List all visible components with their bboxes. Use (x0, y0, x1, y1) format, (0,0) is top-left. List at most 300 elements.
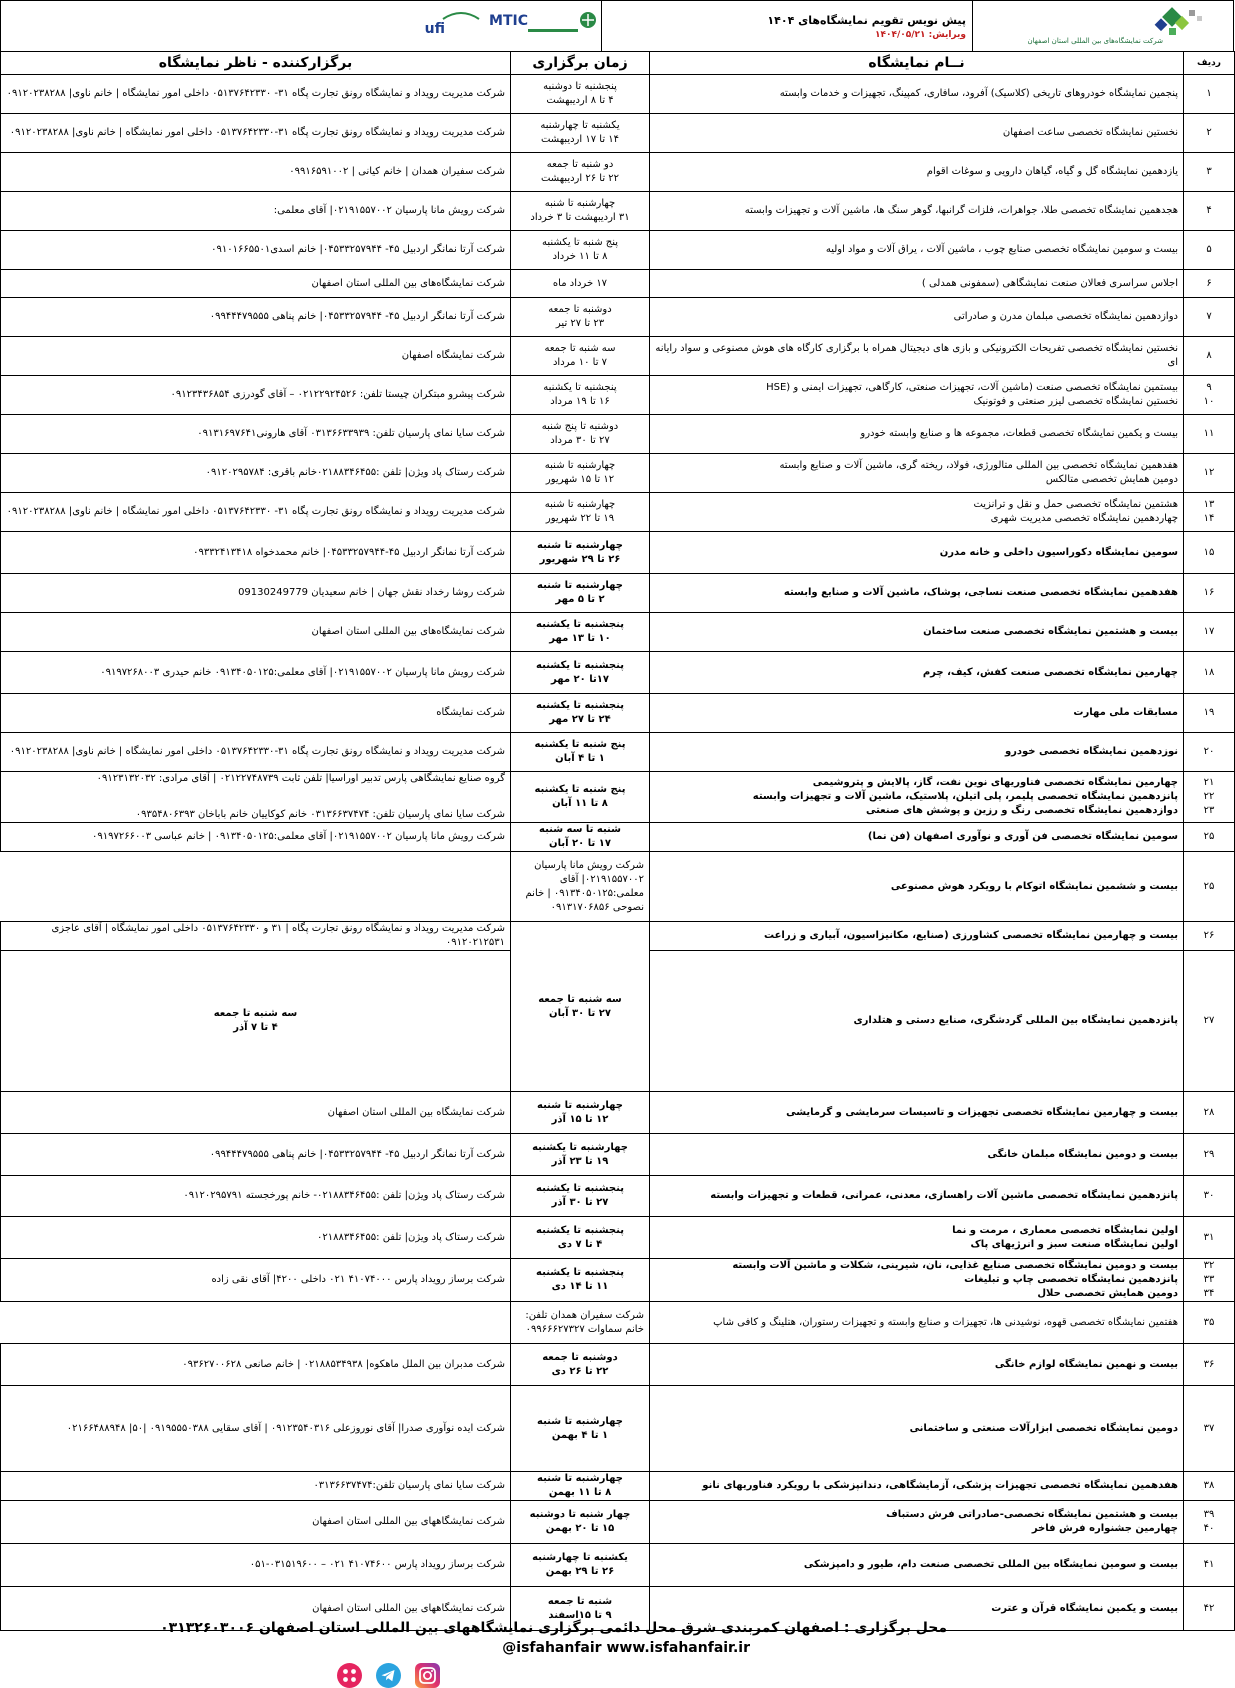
exhibition-name (650, 574, 1184, 613)
table-row (1, 613, 1235, 652)
table-row (1, 922, 1235, 951)
exhibition-name-line: پنجمین نمایشگاه خودروهای تاریخی (کلاسیک) آفرود، سافاری، کمپینگ، تجهیزات و خدمات وابسته (779, 88, 1178, 99)
exhibition-name-line: هفدهمین نمایشگاه تخصصی بین المللی متالورژی، فولاد، ریخته گری، ماشین آلات و صنایع وابسته (779, 460, 1178, 471)
exhibition-name-line: یازدهمین نمایشگاه گل و گیاه، گیاهان دارویی و سوغات اقوام (926, 166, 1178, 177)
row-number (1184, 153, 1235, 192)
row-number (1184, 1472, 1235, 1501)
row-number-value: ۱۹ (1203, 707, 1215, 718)
exhibition-name (650, 823, 1184, 852)
exhibition-name-line: بیست و سومین نمایشگاه تخصصی صنایع چوب ، ماشین آلات ، یراق آلات و مواد اولیه (825, 244, 1178, 255)
table-row (1, 1092, 1235, 1134)
exhibition-date-line: ۲۳ تا ۲۷ تیر (555, 318, 605, 329)
exhibition-name (650, 298, 1184, 337)
exhibition-date (511, 652, 650, 694)
table-row (1, 1259, 1235, 1302)
exhibition-date-line: ۲ تا ۵ مهر (555, 594, 605, 605)
exhibition-table (0, 51, 1235, 1631)
row-number-value: ۳۸ (1203, 1480, 1215, 1491)
exhibition-date-line: دوشنبه تا جمعه (548, 304, 612, 315)
exhibition-name-line: اولین نمایشگاه تخصصی معماری ، مرمت و نما (952, 1224, 1178, 1236)
exhibition-date (511, 574, 650, 613)
svg-text:ufi: ufi (424, 21, 445, 37)
col-header-name: نــام نمایشگاه (650, 52, 1184, 75)
row-number (1184, 1217, 1235, 1259)
organizer-contact: شرکت نمایشگاههای بین المللی استان اصفهان (1, 1587, 511, 1631)
row-number (1184, 532, 1235, 574)
organizer-contact: شرکت نمایشگاه‌های بین المللی استان اصفهان (1, 613, 511, 652)
exhibition-date (511, 772, 650, 823)
row-number (1184, 652, 1235, 694)
exhibition-name (650, 694, 1184, 733)
exhibition-date-line: ۷ تا ۱۰ مرداد (552, 357, 608, 368)
table-row (1, 192, 1235, 231)
exhibition-date (511, 376, 650, 415)
instagram-icon[interactable] (415, 1663, 440, 1688)
row-number-value: ۴۲ (1203, 1602, 1215, 1614)
exhibition-date-line: یکشنبه تا چهارشنبه (532, 1552, 628, 1563)
row-number (1184, 493, 1235, 532)
exhibition-name-line: بیست و ششمین نمایشگاه اتوکام با رویکرد هوش مصنوعی (890, 880, 1178, 892)
table-row (1, 823, 1235, 852)
exhibition-name-line: اجلاس سراسری فعالان صنعت نمایشگاهی (سمفونی همدلی ) (921, 277, 1178, 289)
organizer-contact: شرکت پیشرو مبتکران چیستا تلفن: ۰۲۱۲۲۹۲۴۵۲۶ – آقای گودرزی ۰۹۱۲۳۴۳۶۸۵۴ (1, 376, 511, 415)
exhibition-date-line: چهارشنبه تا یکشنبه (532, 1141, 628, 1153)
row-number (1184, 1501, 1235, 1544)
row-number (1184, 852, 1235, 922)
exhibition-date-line: ۴ تا ۷ دی (557, 1238, 603, 1250)
ufi-logo-icon (424, 9, 483, 39)
exhibition-date-line: چهارشنبه تا شنبه (537, 580, 623, 591)
exhibition-name-line: پانزدهمین نمایشگاه بین المللی گردشگری، صنایع دستی و هتلداری (853, 1015, 1178, 1026)
organizer-contact: شرکت سفیران همدان | خانم کیانی | ۰۹۹۱۶۵۹۱۰۰۲ (1, 153, 511, 192)
row-number (1184, 574, 1235, 613)
exhibition-date-line: ۱۷ تا ۲۰ آبان (549, 838, 611, 849)
row-number-value: ۵ (1206, 244, 1212, 255)
organizer-contact: شرکت آرتا نمانگر اردبیل ۴۵- ۰۴۵۳۳۲۵۷۹۴۴| خانم اسدی۰۹۱۰۱۶۶۵۵۰۱ (1, 231, 511, 270)
exhibition-date-line: ۱۹ تا ۲۲ شهریور (545, 513, 615, 524)
exhibition-date-line: ۲۴ تا ۲۷ مهر (549, 714, 611, 725)
exhibition-date-line: پنجشنبه تا یکشنبه (536, 619, 624, 630)
organizer-contact: شرکت سایا نمای پارسیان تلفن:۰۳۱۳۶۶۳۷۴۷۴ (1, 1472, 511, 1501)
exhibition-date (511, 733, 650, 772)
exhibition-date-line: ۱۶ تا ۱۹ مرداد (550, 396, 610, 407)
table-row (1, 694, 1235, 733)
organizer-contact: شرکت رستاک پاد ویژن| تلفن :۰۲۱۸۸۳۴۶۴۵۵خانم باقری: ۰۹۱۲۰۲۹۵۷۸۴ (1, 454, 511, 493)
exhibition-name-line: هفدهمین نمایشگاه تخصصی تجهیزات پزشکی، آزمایشگاهی، دندانپزشکی با رویکرد فناوریهای نانو (702, 1480, 1178, 1491)
exhibition-date-line: ۱۵ تا ۲۰ بهمن (545, 1523, 615, 1534)
exhibition-name (650, 733, 1184, 772)
exhibition-name-line: پانزدهمین نمایشگاه تخصصی چاپ و تبلیغات (964, 1274, 1178, 1285)
row-number-value: ۱۲ (1203, 467, 1215, 478)
exhibition-date-line: دوشنبه تا پنج شنبه (541, 421, 619, 432)
organizer-contact: شرکت برساز رویداد پارس ۴۱۰۷۴۶۰۰ ۰۲۱ – ۰۳۱۵۱۹۶۰۰-۰۵۱ (1, 1544, 511, 1587)
telegram-icon[interactable] (376, 1663, 401, 1688)
exhibition-name-line: بیست و دومین نمایشگاه تخصصی صنایع غذایی، نان، شیرینی، شکلات و ماشین آلات وابسته (732, 1260, 1178, 1271)
exhibition-name (650, 1544, 1184, 1587)
exhibition-date-line: سه شنبه تا جمعه (538, 993, 622, 1005)
exhibition-date (511, 1134, 650, 1176)
exhibition-name (650, 951, 1184, 1092)
row-number-value: ۳۶ (1203, 1358, 1215, 1370)
svg-text:MTIC: MTIC (489, 13, 528, 29)
row-number-value: ۷ (1206, 311, 1212, 322)
row-number (1184, 192, 1235, 231)
exhibition-name (650, 922, 1184, 951)
row-number (1184, 376, 1235, 415)
exhibition-date-line: ۱۷تا ۲۰ مهر (551, 673, 609, 685)
exhibition-date-line: ۱۱ تا ۱۴ دی (551, 1281, 609, 1292)
row-number (1184, 823, 1235, 852)
exhibition-name-line: هشتمین نمایشگاه تخصصی حمل و نقل و ترانزیت (973, 499, 1178, 510)
exhibition-name (650, 415, 1184, 454)
row-number-value: ۳۹ (1203, 1509, 1215, 1520)
company-logo-caption: شرکت نمایشگاه‌های بین المللی استان اصفهان (1027, 37, 1163, 45)
organizer-contact: شرکت رستاک پاد ویژن| تلفن :۰۲۱۸۸۳۴۶۴۵۵- خانم پورخجسته ۰۹۱۲۰۲۹۵۷۹۱ (1, 1176, 511, 1217)
organizer-contact: شرکت برساز رویداد پارس ۴۱۰۷۴۰۰۰ ۰۲۱ داخلی ۴۲۰۰| آقای نقی زاده (1, 1259, 511, 1302)
row-number-value: ۳ (1206, 166, 1212, 177)
table-row (1, 153, 1235, 192)
exhibition-date-line: ۸ تا ۱۱ بهمن (548, 1487, 612, 1498)
exhibition-name (650, 1344, 1184, 1386)
organizer-line: گروه صنایع نمایشگاهی پارس تدبیر اوراسیا| تلفن ثابت ۰۲۱۲۲۷۴۸۷۳۹ | آقای مرادی: ۰۹۱۲۳۱۳۲۰۳۲ (96, 773, 505, 784)
exhibition-date (511, 337, 650, 376)
row-number-value: ۳۵ (1203, 1316, 1215, 1328)
exhibition-name (650, 231, 1184, 270)
row-number-value: ۱۱ (1203, 428, 1215, 439)
exhibition-date-line: شنبه تا سه شنبه (539, 824, 621, 835)
table-row (1, 376, 1235, 415)
exhibition-date-line: ۱۴ تا ۱۷ اردیبهشت (540, 134, 620, 145)
exhibition-name (650, 153, 1184, 192)
table-row (1, 1134, 1235, 1176)
organizer-contact: شرکت رستاک پاد ویژن| تلفن :۰۲۱۸۸۳۴۶۴۵۵ (1, 1217, 511, 1259)
exhibition-date (511, 298, 650, 337)
exhibition-date-line: ۳۱ اردیبهشت تا ۳ خرداد (530, 212, 630, 223)
exhibition-date (511, 1092, 650, 1134)
exhibition-name-line: دوازدهمین نمایشگاه تخصصی مبلمان مدرن و صادراتی (953, 311, 1178, 322)
exhibition-date-line: چهارشنبه تا شنبه (537, 1415, 623, 1427)
row-number-value: ۲۱ (1203, 777, 1215, 788)
exhibition-date (511, 1344, 650, 1386)
exhibition-name-line: چهارمین جشنواره فرش فاخر (1031, 1523, 1178, 1534)
exhibition-date-line: پنج شنبه تا یکشنبه (541, 237, 619, 248)
organizer-contact: شرکت سفیران همدان تلفن: خانم سماوات ۰۹۹۶۶۶۲۷۳۲۷ (511, 1302, 650, 1344)
exhibition-date-line: چهارشنبه تا شنبه (537, 1473, 623, 1484)
table-row (1, 337, 1235, 376)
exhibition-date (1, 951, 511, 1092)
partner-logos-cell (0, 0, 602, 52)
exhibition-date-line: یکشنبه تا چهارشنبه (540, 120, 620, 131)
organizer-contact: شرکت نمایشگاه (1, 694, 511, 733)
document-header (0, 0, 1234, 52)
row-number-value: ۲۵ (1203, 831, 1215, 842)
organizer-contact: شرکت آرتا نمانگر اردبیل ۴۵-۰۴۵۳۳۲۵۷۹۴۴| خانم محمدخواه ۰۹۳۳۲۴۱۳۴۱۸ (1, 532, 511, 574)
exhibition-name (650, 532, 1184, 574)
title-cell (601, 0, 973, 52)
exhibition-date (511, 694, 650, 733)
exhibition-date-line: ۹ تا ۱۵اسفند (548, 1609, 612, 1621)
exhibition-name (650, 1176, 1184, 1217)
organizer-contact: شرکت مدبران بین الملل ماهکوه| ۰۲۱۸۸۵۳۴۹۳۸ | خانم صانعی ۰۹۳۶۲۷۰۰۶۲۸ (1, 1344, 511, 1386)
table-row (1, 1176, 1235, 1217)
exhibition-name-line: نخستین نمایشگاه تخصصی لیزر صنعتی و فوتونیک (973, 396, 1178, 407)
exhibition-date-line: چهارشنبه تا شنبه (537, 1099, 623, 1111)
row-number-value: ۳۳ (1203, 1274, 1215, 1285)
row-number-value: ۴۰ (1203, 1523, 1215, 1534)
aparat-icon[interactable] (337, 1663, 362, 1688)
exhibition-date-line: سه شنبه تا جمعه (544, 343, 616, 354)
exhibition-date (511, 1544, 650, 1587)
exhibition-date (511, 493, 650, 532)
row-number (1184, 951, 1235, 1092)
exhibition-name (650, 1134, 1184, 1176)
row-number-value: ۳۰ (1203, 1190, 1215, 1201)
exhibition-name (650, 1501, 1184, 1544)
exhibition-name (650, 772, 1184, 823)
organizer-contact: شرکت رویش مانا پارسیان ۰۲۱۹۱۵۵۷۰۰۲| آقای معلمی:۰۹۱۳۴۰۵۰۱۲۵ | خانم نصوحی ۰۹۱۳۱۷۰۶۸۵۶ (511, 852, 650, 922)
row-number (1184, 1092, 1235, 1134)
row-number (1184, 298, 1235, 337)
exhibition-name-line: دوازدهمین نمایشگاه تخصصی رنگ و رزین و پوشش های صنعتی (865, 805, 1178, 816)
row-number-value: ۱۶ (1203, 587, 1215, 598)
row-number-value: ۱۳ (1203, 499, 1215, 510)
exhibition-name-line: دومین همایش تخصصی متالکس (1045, 474, 1178, 485)
exhibition-name-line: سومین نمایشگاه دکوراسیون داخلی و خانه مدرن (939, 546, 1178, 558)
exhibition-date-line: ۲۲ تا ۲۶ اردیبهشت (540, 173, 620, 184)
exhibition-name-line: پانزدهمین نمایشگاه تخصصی ماشین آلات راهسازی، معدنی، عمرانی، قطعات و تجهیزات وابسته (710, 1190, 1178, 1201)
row-number-value: ۸ (1206, 350, 1212, 361)
row-number-value: ۴۱ (1203, 1559, 1215, 1570)
exhibition-date (511, 1259, 650, 1302)
exhibition-date-line: ۲۲ تا ۲۶ دی (551, 1365, 609, 1377)
row-number-value: ۱۵ (1203, 546, 1215, 558)
row-number-value: ۶ (1206, 277, 1212, 289)
table-row (1, 532, 1235, 574)
exhibition-date-line: پنجشنبه تا یکشنبه (543, 382, 617, 393)
footer (0, 1618, 1234, 1680)
web-links: @isfahanfair www.isfahanfair.ir (502, 1640, 750, 1656)
document-title: پیش نویس تقویم نمایشگاه‌های ۱۴۰۴ (767, 14, 966, 27)
exhibition-date (511, 922, 650, 1092)
table-row (1, 1544, 1235, 1587)
exhibition-name (650, 1092, 1184, 1134)
table-row (1, 454, 1235, 493)
row-number (1184, 1344, 1235, 1386)
row-number (1184, 1544, 1235, 1587)
table-row (1, 1472, 1235, 1501)
row-number-value: ۱۰ (1203, 396, 1215, 407)
exhibition-name (650, 454, 1184, 493)
exhibition-name (650, 493, 1184, 532)
row-number (1184, 1176, 1235, 1217)
row-number-value: ۱ (1206, 88, 1212, 99)
exhibition-date-line: ۸ تا ۱۱ خرداد (552, 251, 608, 262)
exhibition-name-line: چهارمین نمایشگاه تخصصی صنعت کفش، کیف، چرم (922, 666, 1178, 678)
row-number-value: ۲۸ (1203, 1106, 1215, 1118)
col-header-organizer: برگزارکننده - ناظر نمایشگاه (1, 52, 511, 75)
row-number-value: ۳۴ (1203, 1288, 1215, 1299)
venue-line: محل برگزاری : اصفهان کمربندی شرق محل دائمی برگزاری نمایشگاههای بین المللی استان اصفهان ۰۳۱۳۲۶۰۳۰۰۶ (160, 1620, 947, 1636)
exhibition-name-line: پانزدهمین نمایشگاه تخصصی پلیمر، پلی اتیلن، پلاستیک، ماشین آلات و تجهیزات وابسته (752, 791, 1178, 802)
exhibition-date-line: ۸ تا ۱۱ آبان (552, 798, 608, 809)
exhibition-date-line: چهار شنبه تا دوشنبه (529, 1509, 631, 1520)
row-number (1184, 613, 1235, 652)
row-number (1184, 733, 1235, 772)
company-logo-cell (972, 0, 1234, 52)
table-row (1, 1344, 1235, 1386)
exhibition-date (511, 613, 650, 652)
table-row (1, 493, 1235, 532)
exhibition-date (511, 192, 650, 231)
exhibition-date (511, 1176, 650, 1217)
exhibition-date-line: دوشنبه تا جمعه (542, 1351, 618, 1363)
exhibition-date (511, 231, 650, 270)
table-row (1, 415, 1235, 454)
row-number (1184, 1259, 1235, 1302)
exhibition-name-line: هفتمین نمایشگاه تخصصی قهوه، نوشیدنی ها، تجهیزات و صنایع وابسته و تجهیزات رستوران، هتلینگ و کافی شاپ (713, 1316, 1178, 1328)
organizer-contact: شرکت نمایشگاههای بین المللی استان اصفهان (1, 1501, 511, 1544)
exhibition-date-line: چهارشنبه تا شنبه (544, 198, 616, 209)
exhibition-name (650, 1259, 1184, 1302)
row-number (1184, 337, 1235, 376)
exhibition-name-line: نوزدهمین نمایشگاه تخصصی خودرو (1004, 746, 1178, 757)
row-number (1184, 1302, 1235, 1344)
row-number (1184, 772, 1235, 823)
table-row (1, 733, 1235, 772)
organizer-contact: شرکت مدیریت رویداد و نمایشگاه رونق تجارت پگاه ۳۱-۰۵۱۳۷۶۴۲۳۳۰ داخلی امور نمایشگاه | خانم ناوی| ۰۹۱۲۰۲۳۸۲۸۸ (1, 733, 511, 772)
organizer-contact: شرکت نمایشگاه‌های بین المللی استان اصفهان (1, 270, 511, 298)
exhibition-name-line: دومین همایش تخصصی حلال (1037, 1288, 1178, 1299)
exhibition-date-line: ۱۲ تا ۱۵ شهریور (545, 474, 615, 485)
row-number-value: ۲۰ (1203, 746, 1215, 757)
exhibition-date-line: ۲۷ تا ۳۰ آبان (549, 1007, 611, 1019)
exhibition-name-line: هفدهمین نمایشگاه تخصصی صنعت نساجی، پوشاک، ماشین آلات و صنایع وابسته (783, 587, 1178, 598)
exhibition-date-line: چهارشنبه تا شنبه (537, 539, 623, 551)
exhibition-name (650, 1386, 1184, 1472)
edition-date: ویرایش: ۱۴۰۴/۰۵/۲۱ (874, 30, 966, 40)
row-number-value: ۲۶ (1203, 930, 1215, 941)
exhibition-date-line: شنبه تا جمعه (547, 1595, 613, 1607)
exhibition-name-line: بیست و یکمین نمایشگاه تخصصی قطعات، مجموعه ها و صنایع وابسته خودرو (860, 428, 1178, 439)
exhibition-name-line: نخستین نمایشگاه تخصصی ساعت اصفهان (1002, 127, 1178, 138)
table-row (1, 852, 1235, 922)
exhibition-name-line: دومین نمایشگاه تخصصی ابزارآلات صنعتی و ساختمانی (909, 1422, 1178, 1434)
exhibition-name (650, 75, 1184, 114)
exhibition-date (511, 153, 650, 192)
exhibition-date-line: ۲۷ تا ۳۰ آذر (551, 1197, 609, 1208)
exhibition-date (511, 1386, 650, 1472)
exhibition-date-line: ۲۷ تا ۳۰ مرداد (550, 435, 610, 446)
exhibition-date (511, 415, 650, 454)
exhibition-date (511, 532, 650, 574)
table-row (1, 652, 1235, 694)
col-header-time: زمان برگزاری (511, 52, 650, 75)
exhibition-date-line: پنجشنبه تا دوشنبه (543, 81, 617, 92)
organizer-contact: شرکت رویش مانا پارسیان ۰۲۱۹۱۵۵۷۰۰۲| آقای معلمی:۰۹۱۳۴۰۵۰۱۲۵ خانم حیدری ۰۹۱۹۷۲۶۸۰۰۳ (1, 652, 511, 694)
organizer-contact: شرکت مدیریت رویداد و نمایشگاه رونق تجارت پگاه ۳۱- ۰۵۱۳۷۶۴۲۳۳۰ داخلی امور نمایشگاه | خانم ناوی| ۰۹۱۲۰۲۳۸۲۸۸ (1, 493, 511, 532)
exhibition-date (511, 1217, 650, 1259)
exhibition-date-line: ۱ تا ۴ بهمن (551, 1429, 609, 1441)
table-row (1, 270, 1235, 298)
exhibition-date-line: سه شنبه تا جمعه (213, 1008, 298, 1019)
organizer-contact: شرکت رویش مانا پارسیان ۰۲۱۹۱۵۵۷۰۰۲| آقای معلمی: (1, 192, 511, 231)
row-number-value: ۲ (1206, 127, 1212, 138)
row-number-value: ۱۴ (1203, 513, 1215, 524)
exhibition-date-line: ۲۶ تا ۲۹ شهریور (539, 553, 621, 565)
exhibition-date-line: چهارشنبه تا شنبه (544, 499, 616, 510)
exhibition-date-line: ۱۹ تا ۲۳ آذر (551, 1155, 609, 1167)
organizer-contact: شرکت مدیریت رویداد و نمایشگاه رونق تجارت پگاه | ۳۱ و ۰۵۱۳۷۶۴۲۳۳۰ داخلی امور نمایشگاه | آقای عاجزی ۰۹۱۲۰۲۱۲۵۳۱ (1, 922, 511, 951)
table-row (1, 1386, 1235, 1472)
organizer-line: شرکت سایا نمای پارسیان تلفن: ۰۳۱۳۶۶۳۷۴۷۴ خانم کوکاییان خانم باباخان ۰۹۳۵۴۸۰۶۳۹۳ (135, 809, 505, 820)
exhibition-date-line: پنجشنبه تا یکشنبه (536, 1183, 624, 1194)
row-number-value: ۴ (1206, 205, 1212, 216)
row-number-value: ۳۲ (1203, 1260, 1215, 1271)
row-number-value: ۳۱ (1203, 1231, 1215, 1243)
exhibition-name-line: بیست و چهارمین نمایشگاه تخصصی کشاورزی (صنایع، مکانیزاسیون، آبیاری و زراعت (763, 930, 1178, 941)
row-number (1184, 114, 1235, 153)
exhibition-date-line: ۱۲ تا ۱۵ آذر (551, 1113, 609, 1125)
exhibition-date (511, 454, 650, 493)
exhibition-name (650, 376, 1184, 415)
exhibition-name-line: بیست و نهمین نمایشگاه لوازم خانگی (994, 1358, 1178, 1370)
exhibition-date-line: چهارشنبه تا شنبه (544, 460, 616, 471)
table-row (1, 772, 1235, 823)
row-number-value: ۱۷ (1203, 626, 1215, 637)
table-row (1, 114, 1235, 153)
exhibition-name-line: نخستین نمایشگاه تخصصی تفریحات الکترونیکی و بازی های دیجیتال همراه با برگزاری کارگاه های هوش مصنوعی و سواد رایانه ای (655, 343, 1178, 368)
organizer-contact: شرکت آرتا نمانگر اردبیل ۴۵- ۰۴۵۳۳۲۵۷۹۴۴| خانم پناهی ۰۹۹۴۴۴۷۹۵۵۵ (1, 298, 511, 337)
exhibition-name (650, 652, 1184, 694)
exhibition-name (650, 337, 1184, 376)
row-number (1184, 75, 1235, 114)
row-number (1184, 922, 1235, 951)
exhibition-date (511, 823, 650, 852)
exhibition-name-line: مسابقات ملی مهارت (1073, 707, 1178, 718)
exhibition-name-line: هجدهمین نمایشگاه تخصصی طلا، جواهرات، فلزات گرانبها، گوهر سنگ ها، ماشین آلات و تجهیزات وابسته (744, 205, 1178, 216)
table-row (1, 298, 1235, 337)
row-number (1184, 415, 1235, 454)
exhibition-name (650, 613, 1184, 652)
exhibition-name-line: بیست و سومین نمایشگاه بین المللی تخصصی صنعت دام، طیور و دامپزشکی (803, 1559, 1178, 1570)
exhibition-date-line: پنج شنبه تا یکشنبه (534, 784, 626, 795)
organizer-contact: شرکت سایا نمای پارسیان تلفن: ۰۳۱۳۶۶۳۳۹۳۹ آقای هارونی۰۹۱۳۱۶۹۷۶۴۱ (1, 415, 511, 454)
exhibition-date (511, 270, 650, 298)
exhibition-name-line: بیست و هشتمین نمایشگاه تخصصی-صادراتی فرش دستباف (886, 1509, 1178, 1520)
organizer-contact: شرکت مدیریت رویداد و نمایشگاه رونق تجارت پگاه ۳۱-۰۵۱۳۷۶۴۲۳۳۰ داخلی امور نمایشگاه | خانم ناوی| ۰۹۱۲۰۲۳۸۲۸۸ (1, 114, 511, 153)
exhibition-name (650, 270, 1184, 298)
row-number (1184, 1386, 1235, 1472)
row-number (1184, 270, 1235, 298)
exhibition-date-line: ۲۶ تا ۲۹ بهمن (545, 1566, 615, 1577)
col-header-row: ردیف (1184, 52, 1235, 75)
row-number-value: ۳۷ (1203, 1422, 1215, 1434)
row-number-value: ۲۷ (1203, 1015, 1215, 1026)
exhibition-name-line: چهاردهمین نمایشگاه تخصصی مدیریت شهری (990, 513, 1178, 524)
exhibition-date-line: پنجشنبه تا یکشنبه (536, 1224, 624, 1236)
exhibition-date-line: ۱ تا ۴ آبان (555, 753, 605, 764)
exhibition-name (650, 852, 1184, 922)
exhibition-date (511, 75, 650, 114)
exhibition-date-line: پنجشنبه تا یکشنبه (536, 700, 624, 711)
exhibition-name-line: بیست و یکمین نمایشگاه قرآن و عترت (991, 1602, 1178, 1614)
row-number-value: ۲۹ (1203, 1148, 1215, 1160)
exhibition-date-line: پنجشنبه تا یکشنبه (536, 659, 624, 671)
organizer-contact: شرکت نمایشگاه اصفهان (1, 337, 511, 376)
exhibition-name-line: چهارمین نمایشگاه تخصصی فناوریهای نوین نفت، گاز، پالایش و پتروشیمی (812, 777, 1178, 788)
exhibition-name (650, 1302, 1184, 1344)
row-number-value: ۹ (1206, 382, 1212, 393)
